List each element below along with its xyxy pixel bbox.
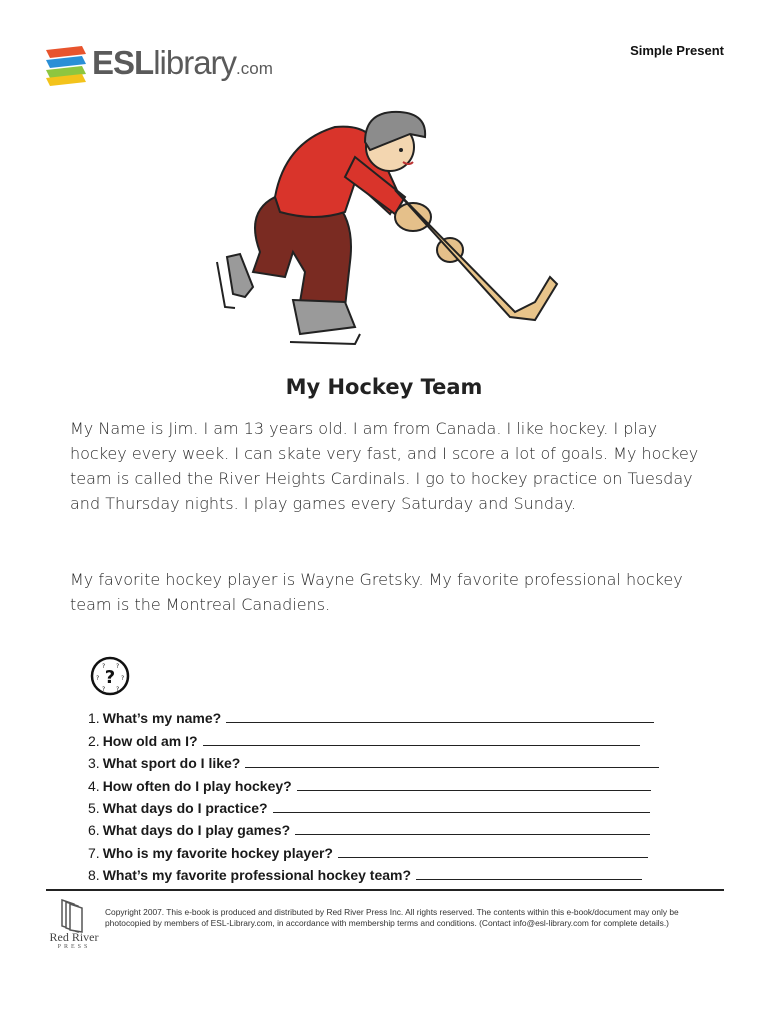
answer-line[interactable] <box>416 879 642 880</box>
question-number: 4. <box>88 777 100 794</box>
logo-wordmark: ESLlibrary.com <box>92 44 273 81</box>
question-text: What days do I play games? <box>102 822 291 839</box>
question-item <box>88 816 688 838</box>
question-item <box>88 749 688 771</box>
answer-line[interactable] <box>295 834 650 835</box>
answer-line[interactable] <box>226 722 654 723</box>
question-number: 7. <box>88 844 100 861</box>
answer-line[interactable] <box>203 745 640 746</box>
question-number: 6. <box>88 822 100 839</box>
publisher-subtitle: PRESS <box>57 944 91 950</box>
question-item <box>88 861 688 883</box>
question-number: 2. <box>88 732 100 749</box>
question-number: 3. <box>88 755 100 772</box>
page-title: My Hockey Team <box>285 375 483 399</box>
story-paragraph-2: My favorite hockey player is Wayne Gretsky. My favorite professional hockey team is the Montreal Canadiens. <box>70 570 683 614</box>
esl-library-logo <box>44 42 284 88</box>
question-text: How old am I? <box>102 732 198 749</box>
question-item <box>88 794 688 816</box>
question-number: 5. <box>88 799 100 816</box>
svg-text:?: ? <box>121 675 125 682</box>
svg-text:?: ? <box>102 663 106 670</box>
question-number: 8. <box>88 867 100 884</box>
question-text: Who is my favorite hockey player? <box>102 844 333 861</box>
publisher-name: Red River <box>49 930 99 944</box>
answer-line[interactable] <box>338 857 648 858</box>
question-item <box>88 838 688 860</box>
answer-line[interactable] <box>245 767 659 768</box>
question-text: What sport do I like? <box>102 755 241 772</box>
question-text: How often do I play hockey? <box>102 777 292 794</box>
worksheet-topic: Simple Present <box>630 43 724 58</box>
footer-divider <box>46 889 724 891</box>
question-clock-icon <box>90 656 130 696</box>
answer-line[interactable] <box>273 812 650 813</box>
question-item <box>88 704 688 726</box>
svg-text:?: ? <box>116 663 120 670</box>
story-paragraph-1: My Name is Jim. I am 13 years old. I am from Canada. I like hockey. I play hockey every week. I can skate very fast, and I score a lot of goals. My hockey team is called the River Heights Cardinals. I go to hockey practice on Tuesday and Thursday nights. I play games every Saturday and Sunday. <box>70 419 699 513</box>
question-list <box>88 704 688 883</box>
question-text: What’s my favorite professional hockey team? <box>102 867 412 884</box>
question-text: What’s my name? <box>102 710 222 727</box>
svg-text:?: ? <box>116 686 120 693</box>
book-stack-icon <box>44 44 88 88</box>
hockey-player-illustration <box>205 102 575 362</box>
copyright-notice: Copyright 2007. This e-book is produced and distributed by Red River Press Inc. All rights reserved. The contents within this e-book/document may only be photocopied by members of ESL-Library.com, in accordance with membership terms and conditions. (Contact info@esl-library.com for complete details.) <box>105 907 679 928</box>
svg-text:?: ? <box>104 667 116 688</box>
question-number: 1. <box>88 710 100 727</box>
answer-line[interactable] <box>297 790 651 791</box>
svg-text:?: ? <box>96 675 100 682</box>
question-item <box>88 726 688 748</box>
svg-text:?: ? <box>102 686 106 693</box>
question-item <box>88 771 688 793</box>
question-text: What days do I practice? <box>102 799 268 816</box>
